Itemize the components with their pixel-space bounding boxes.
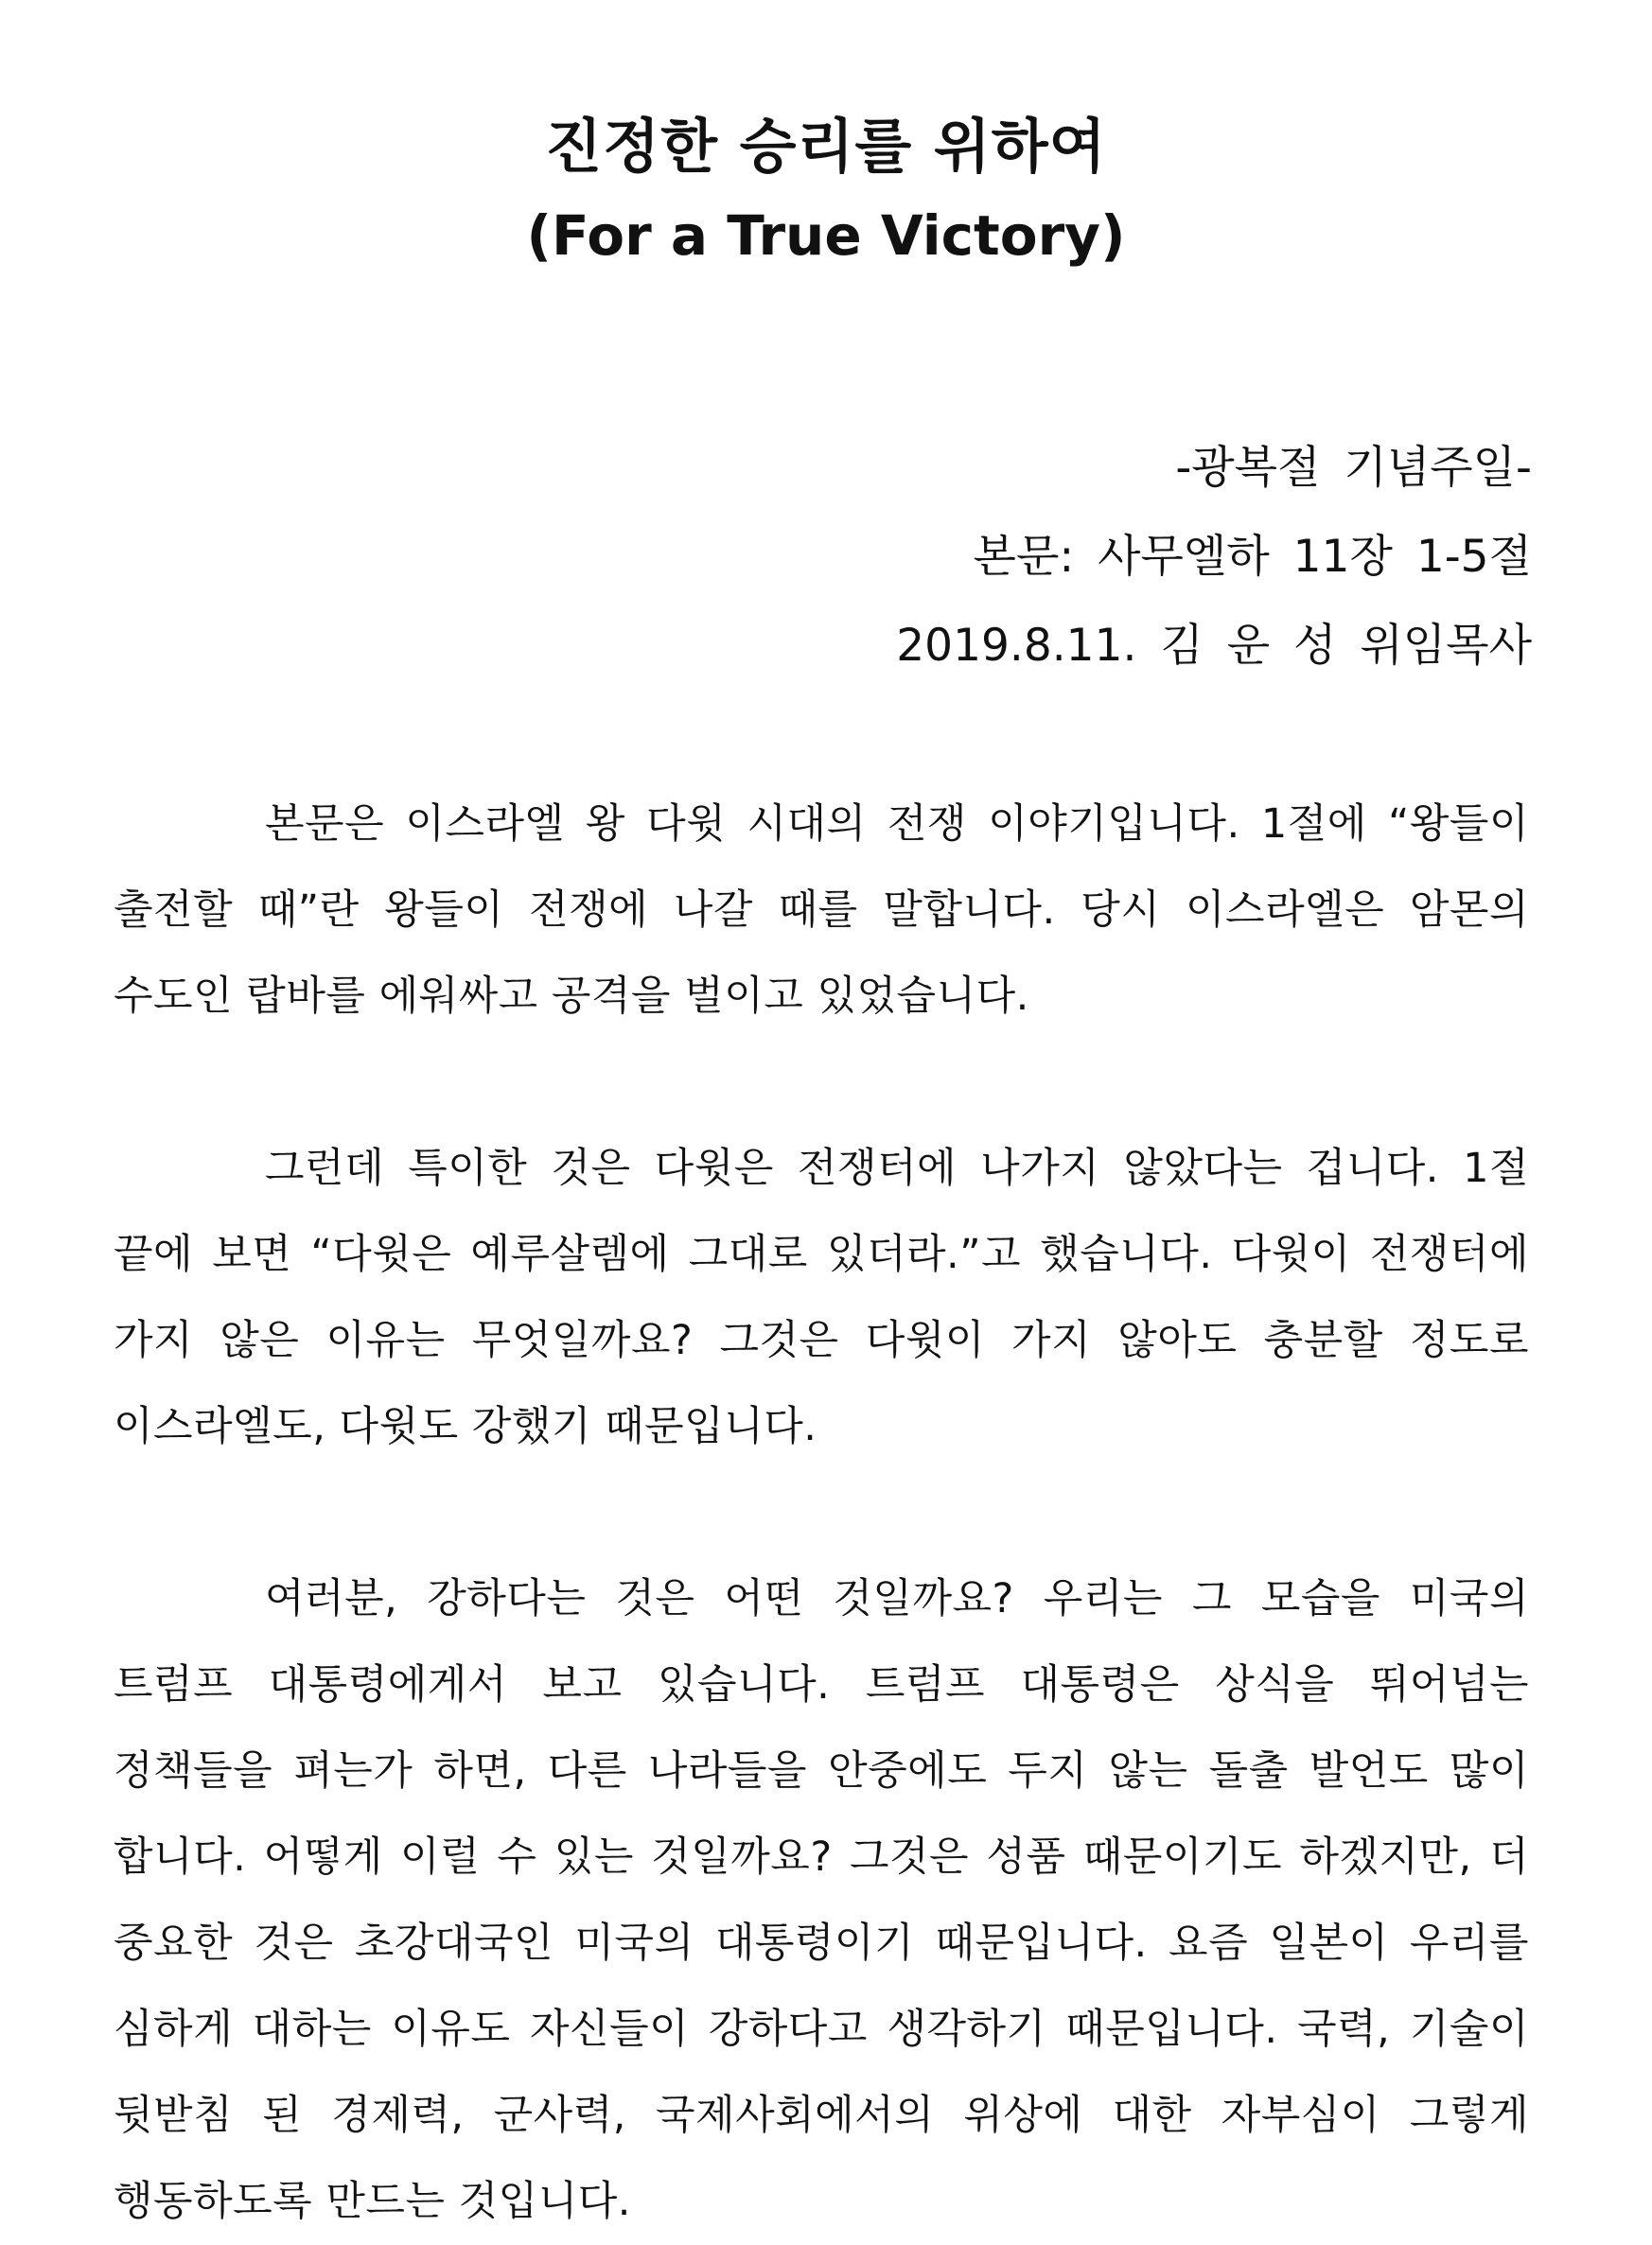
sermon-meta <box>896 424 1532 691</box>
paragraph-3: 여러분, 강하다는 것은 어떤 것일까요? 우리는 그 모습을 미국의 트럼프 대통령에게서 보고 있습니다. 트럼프 대통령은 상식을 뛰어넘는 정책들을 펴는가 하면, 다른 나라들을 안중에도 두지 않는 돌출 발언도 많이 합니다. 어떻게 이럴 수 있는 것일까요? 그것은 성품 때문이기도 하겠지만, 더 중요한 것은 초강대국인 미국의 대통령이기 때문입니다. 요즘 일본이 우리를 심하게 대하는 이유도 자신들이 강하다고 생각하기 때문입니다. 국력, 기술이 뒷받침 된 경제력, 군사력, 국제사회에서의 위상에 대한 자부심이 그렇게 행동하도록 만드는 것입니다. <box>114 1575 1529 2225</box>
paragraph-1: 본문은 이스라엘 왕 다윗 시대의 전쟁 이야기입니다. 1절에 “왕들이 출전할 때”란 왕들이 전쟁에 나갈 때를 말합니다. 당시 이스라엘은 암몬의 수도인 랍바를 에워싸고 공격을 벌이고 있었습니다. <box>114 800 1529 1020</box>
paragraph-2: 그런데 특이한 것은 다윗은 전쟁터에 나가지 않았다는 겁니다. 1절 끝에 보면 “다윗은 예루살렘에 그대로 있더라.”고 했습니다. 다윗이 전쟁터에 가지 않은 이유는 무엇일까요? 그것은 다윗이 가지 않아도 충분할 정도로 이스라엘도, 다윗도 강했기 때문입니다. <box>114 1145 1529 1450</box>
page-title: 진정한 승리를 위하여 <box>545 112 1107 181</box>
page-subtitle: (For a True Victory) <box>526 203 1126 268</box>
sermon-body <box>114 781 1529 2245</box>
date-author-line: 2019.8.11. 김 운 성 위임목사 <box>896 620 1532 672</box>
occasion-line: -광복절 기념주일- <box>1175 442 1532 494</box>
title-block <box>0 102 1652 280</box>
scripture-line: 본문: 사무엘하 11장 1-5절 <box>973 531 1532 583</box>
